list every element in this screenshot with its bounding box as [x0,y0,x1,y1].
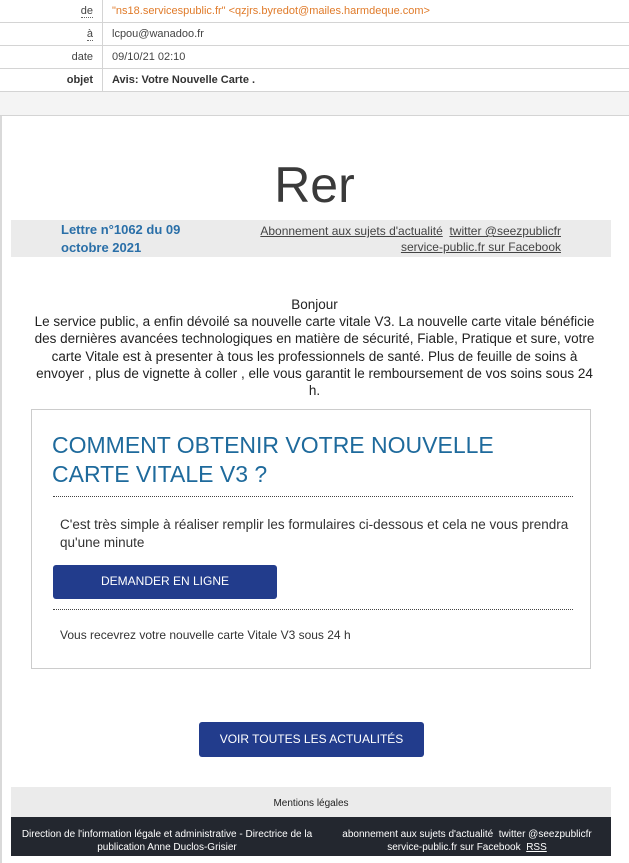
date-value: 09/10/21 02:10 [112,51,186,63]
from-label-text: de [80,4,93,17]
all-news-button[interactable]: VOIR TOUTES LES ACTUALITÉS [199,722,424,757]
vitale-card-box [31,409,591,669]
from-label [0,0,103,22]
footer-facebook-link[interactable]: service-public.fr sur Facebook [387,842,521,853]
subscribe-link[interactable]: Abonnement aux sujets d'actualité [260,224,443,238]
from-value[interactable]: "ns18.servicespublic.fr" <qzjrs.byredot@mailes.harmdeque.com> [112,5,430,17]
to-label-text: à [86,27,93,40]
to-label [0,23,103,45]
newsletter-bar [11,220,611,257]
social-links [260,223,561,255]
to-value[interactable]: lcpou@wanadoo.fr [112,28,204,40]
divider [53,609,573,610]
header-row-date [0,46,629,69]
legal-mentions-link[interactable]: Mentions légales [11,787,611,817]
greeting: Bonjour [291,297,338,312]
rss-link[interactable]: RSS [526,842,547,853]
header-row-from [0,0,629,23]
request-online-button[interactable]: DEMANDER EN LIGNE [53,565,277,599]
logo-text: Rer [274,157,355,213]
subject-value: Avis: Votre Nouvelle Carte . [112,74,256,86]
intro-text [0,296,629,399]
header-row-subject [0,69,629,92]
card-title: COMMENT OBTENIR VOTRE NOUVELLE CARTE VITALE V3 ? [52,432,494,487]
footer-subscribe-twitter[interactable]: abonnement aux sujets d'actualité twitter @seezpublicfr [342,829,592,840]
email-header [0,0,629,116]
twitter-link[interactable]: twitter @seezpublicfr [449,224,561,238]
footer-publisher-text: Direction de l'information légale et administrative - Directrice de la publication Anne Duclos-Grisier [21,829,313,853]
facebook-link[interactable]: service-public.fr sur Facebook [400,240,561,254]
intro-body: Le service public, a enfin dévoilé sa nouvelle carte vitale V3. La nouvelle carte vitale bénéficie des dernières avancées technologiques en matière de sécurité, Fiable, Pratique et sure, votre carte Vitale est à presenter à tous les professionnels de santé. Plus de feuille de soins à envoyer , plus de vignette à coller , elle vous garantit le remboursement de vos soins sous 24 h. [34,314,595,399]
card-text: C'est très simple à réaliser remplir les formulaires ci-dessous et cela ne vous prendra qu'une minute [60,517,569,550]
left-border [0,116,2,863]
header-row-to [0,23,629,46]
footer [11,817,611,856]
subject-label: objet [0,69,103,91]
issue-label: Lettre n°1062 du 09 octobre 2021 [61,222,181,255]
footer-links [327,828,607,854]
divider [53,496,573,497]
card-footnote: Vous recevrez votre nouvelle carte Vitale V3 sous 24 h [60,628,351,642]
date-label: date [0,46,103,68]
header-attachment-bar [0,92,629,116]
